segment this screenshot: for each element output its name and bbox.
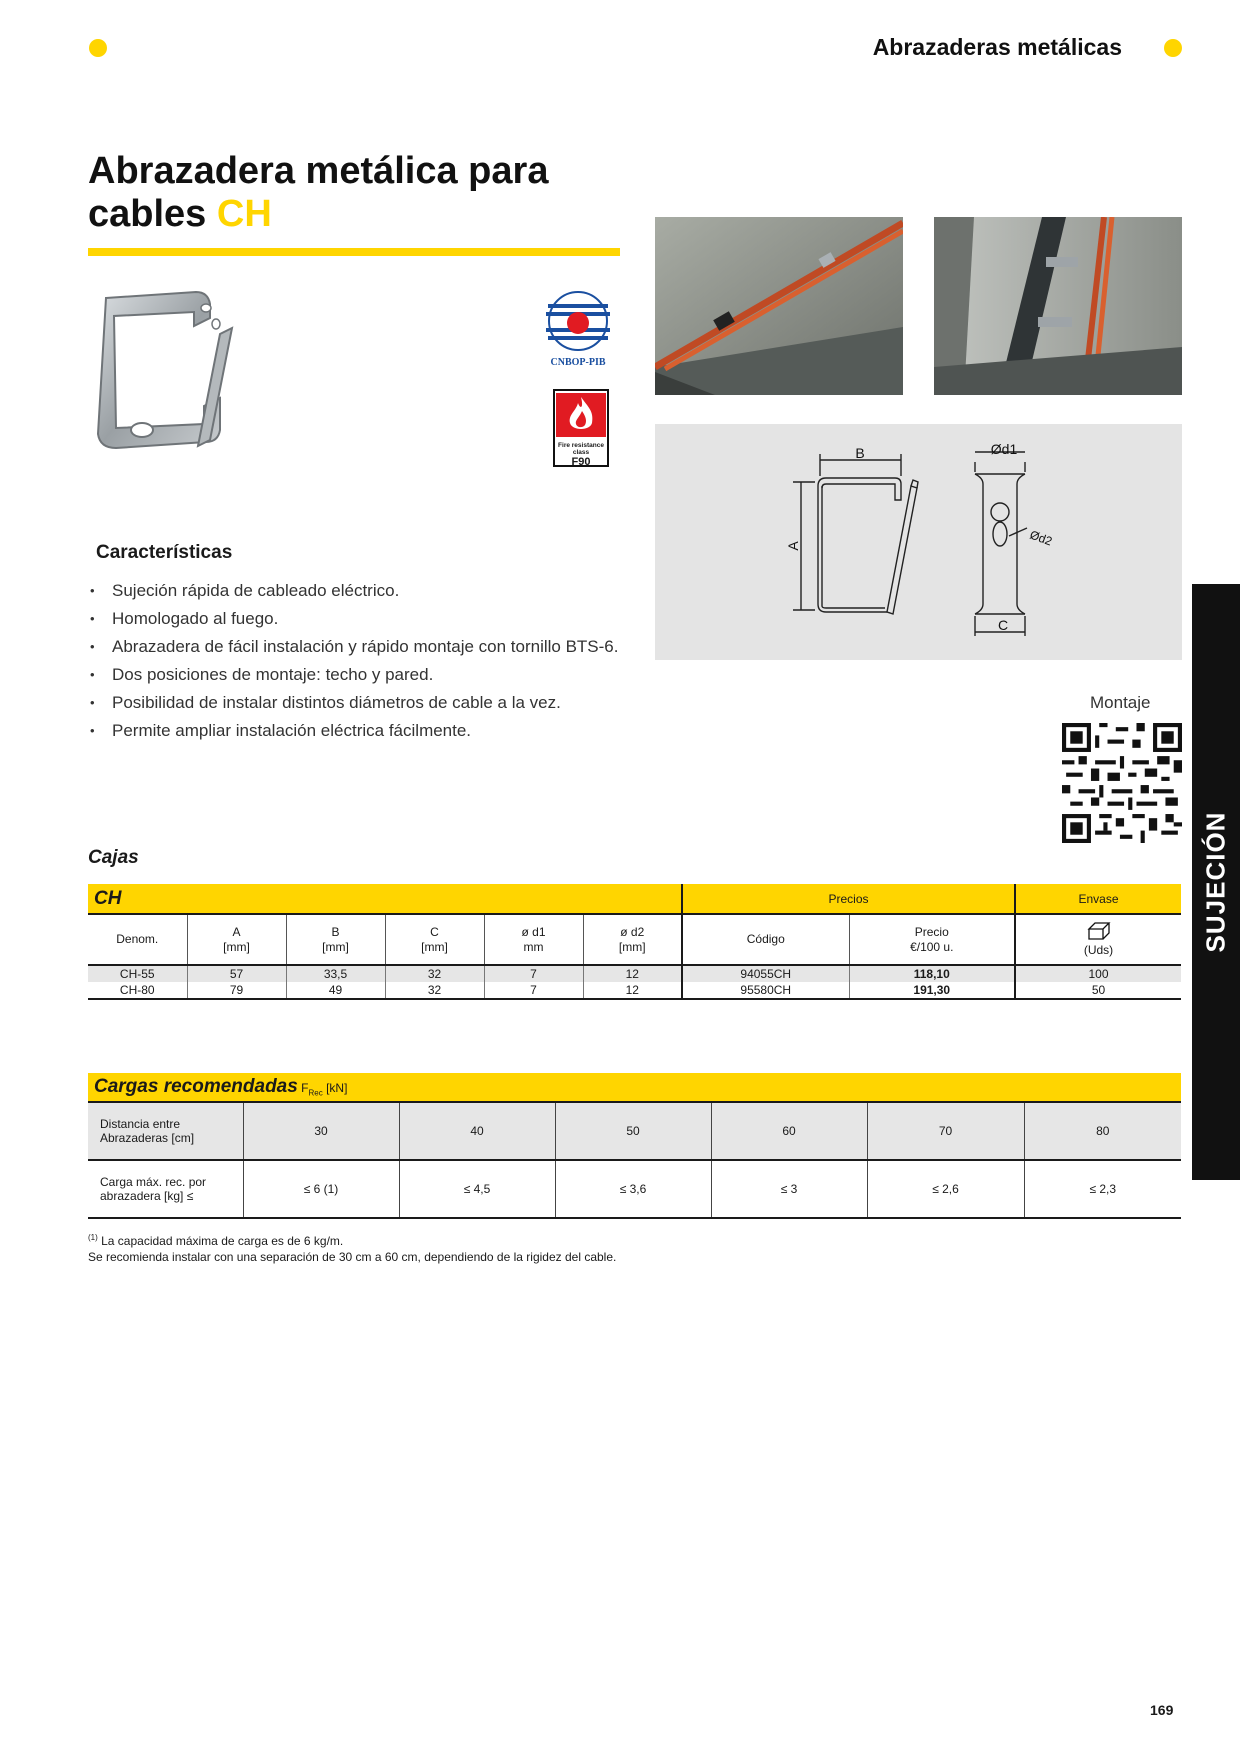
footnote-marker: (1) (88, 1233, 98, 1242)
col-c-unit: [mm] (421, 939, 448, 954)
cell-c: 32 (385, 982, 484, 999)
load-label-line1: Carga máx. rec. por (100, 1175, 207, 1189)
drawing-label-c: C (997, 617, 1009, 633)
product-table (88, 884, 1181, 1000)
col-units (1015, 914, 1181, 965)
cell-d1: 7 (484, 982, 583, 999)
loads-title: Cargas recomendadas (94, 1076, 298, 1097)
features-title: Características (96, 542, 233, 563)
distance-cell: 40 (399, 1102, 555, 1160)
fire-resistance-text: Fire resistance class (558, 442, 604, 456)
distance-cell: 60 (711, 1102, 867, 1160)
col-a-label: A (232, 924, 241, 939)
load-label-line2: abrazadera [kg] ≤ (100, 1189, 194, 1203)
col-d2 (583, 914, 682, 965)
title-accent: CH (216, 193, 272, 235)
col-price (849, 914, 1015, 965)
col-b-label: B (331, 924, 340, 939)
product-table-column-header (88, 914, 1181, 965)
product-image (86, 278, 246, 462)
load-cell: ≤ 6 (1) (243, 1160, 399, 1218)
distance-row (88, 1102, 1181, 1160)
yellow-dot-left (89, 39, 107, 57)
feature-item: • Posibilidad de instalar distintos diámetros de cable a la vez. (88, 689, 619, 717)
cell-d2: 12 (583, 982, 682, 999)
cell-code: 95580CH (682, 982, 849, 999)
cell-price: 191,30 (849, 982, 1015, 999)
title-line-2 (88, 193, 548, 236)
col-d1-unit: mm (523, 939, 544, 954)
qr-code-icon[interactable] (1062, 723, 1182, 843)
footnote-1-text: La capacidad máxima de carga es de 6 kg/m. (101, 1234, 344, 1248)
col-units-label: (Uds) (1083, 943, 1114, 957)
col-d2-unit: [mm] (618, 939, 646, 954)
col-d1 (484, 914, 583, 965)
col-d1-label: ø d1 (521, 924, 546, 939)
distance-label-line1: Distancia entre (100, 1117, 181, 1131)
drawing-label-a: A (785, 541, 801, 551)
montaje-label: Montaje (1090, 693, 1151, 712)
cell-code: 94055CH (682, 965, 849, 982)
side-tab (1192, 584, 1240, 1180)
box-package-icon (1087, 921, 1111, 941)
load-cell: ≤ 2,3 (1024, 1160, 1181, 1218)
side-tab-label: SUJECIÓN (1200, 811, 1231, 953)
fire-class: F90 (571, 456, 591, 468)
cell-b: 49 (286, 982, 385, 999)
loads-table-header (88, 1073, 1181, 1102)
title-underline (88, 248, 620, 256)
installation-photo-1 (655, 217, 903, 395)
cell-denom: CH-55 (88, 965, 187, 982)
cell-b: 33,5 (286, 965, 385, 982)
product-table-group-header (88, 884, 1181, 914)
fire-resistance-badge (553, 389, 609, 467)
page-number: 169 (1150, 1702, 1174, 1718)
feature-item: • Abrazadera de fácil instalación y rápido montaje con tornillo BTS-6. (88, 633, 619, 661)
feature-item: • Dos posiciones de montaje: techo y pared. (88, 661, 619, 689)
load-cell: ≤ 3 (711, 1160, 867, 1218)
col-d2-label: ø d2 (620, 924, 645, 939)
cnbop-logo-icon (542, 290, 614, 352)
load-cell: ≤ 3,6 (555, 1160, 711, 1218)
page-title (88, 150, 548, 236)
distance-row-label (88, 1102, 243, 1160)
flame-icon (556, 393, 606, 437)
cell-denom: CH-80 (88, 982, 187, 999)
cell-c: 32 (385, 965, 484, 982)
feature-item: • Homologado al fuego. (88, 605, 619, 633)
loads-table (88, 1073, 1181, 1219)
loads-unit-prefix: F (301, 1081, 309, 1095)
load-row (88, 1160, 1181, 1218)
distance-label-line2: Abrazaderas [cm] (100, 1131, 195, 1145)
feature-item: • Sujeción rápida de cableado eléctrico. (88, 577, 619, 605)
table-row (88, 982, 1181, 999)
load-row-label (88, 1160, 243, 1218)
col-price-unit: €/100 u. (910, 939, 954, 954)
cell-price: 118,10 (849, 965, 1015, 982)
col-c-label: C (430, 924, 439, 939)
technical-drawing (655, 424, 1182, 660)
footnotes (88, 1230, 616, 1265)
feature-item: • Permite ampliar instalación eléctrica fácilmente. (88, 717, 619, 745)
footnote-2: Se recomienda instalar con una separación de 30 cm a 60 cm, dependiendo de la rigidez del cable. (88, 1250, 617, 1264)
cell-a: 79 (187, 982, 286, 999)
section-title: Abrazaderas metálicas (872, 34, 1122, 60)
package-header: Envase (1015, 884, 1181, 914)
footnote-1 (88, 1230, 616, 1249)
cell-units: 100 (1015, 965, 1181, 982)
col-code: Código (682, 914, 849, 965)
features-list (88, 577, 619, 745)
col-a (187, 914, 286, 965)
cell-d2: 12 (583, 965, 682, 982)
cell-a: 57 (187, 965, 286, 982)
loads-title-cell (88, 1073, 1181, 1102)
group-label: CH (88, 884, 682, 914)
distance-cell: 30 (243, 1102, 399, 1160)
cell-d1: 7 (484, 965, 583, 982)
col-price-label: Precio (914, 924, 949, 939)
table-row (88, 965, 1181, 982)
cajas-label: Cajas (88, 847, 139, 868)
title-line-2-prefix: cables (88, 193, 217, 235)
drawing-label-b: B (855, 445, 865, 461)
col-b (286, 914, 385, 965)
col-denom: Denom. (88, 914, 187, 965)
loads-unit-suffix: [kN] (326, 1081, 348, 1095)
load-cell: ≤ 4,5 (399, 1160, 555, 1218)
yellow-dot-right (1164, 39, 1182, 57)
cnbop-label: CNBOP-PIB (550, 357, 606, 368)
loads-unit-sub: Rec (308, 1088, 323, 1098)
drawing-label-d1: Ød1 (990, 441, 1018, 457)
installation-photo-2 (934, 217, 1182, 395)
loads-unit (301, 1081, 348, 1098)
distance-cell: 80 (1024, 1102, 1181, 1160)
col-b-unit: [mm] (322, 939, 349, 954)
distance-cell: 50 (555, 1102, 711, 1160)
col-a-unit: [mm] (223, 939, 250, 954)
cnbop-certification-badge (540, 290, 616, 368)
title-line-1: Abrazadera metálica para (88, 150, 549, 192)
distance-cell: 70 (867, 1102, 1024, 1160)
load-cell: ≤ 2,6 (867, 1160, 1024, 1218)
col-c (385, 914, 484, 965)
prices-header: Precios (682, 884, 1015, 914)
cell-units: 50 (1015, 982, 1181, 999)
drawing-label-d2: Ød2 (1027, 527, 1055, 549)
